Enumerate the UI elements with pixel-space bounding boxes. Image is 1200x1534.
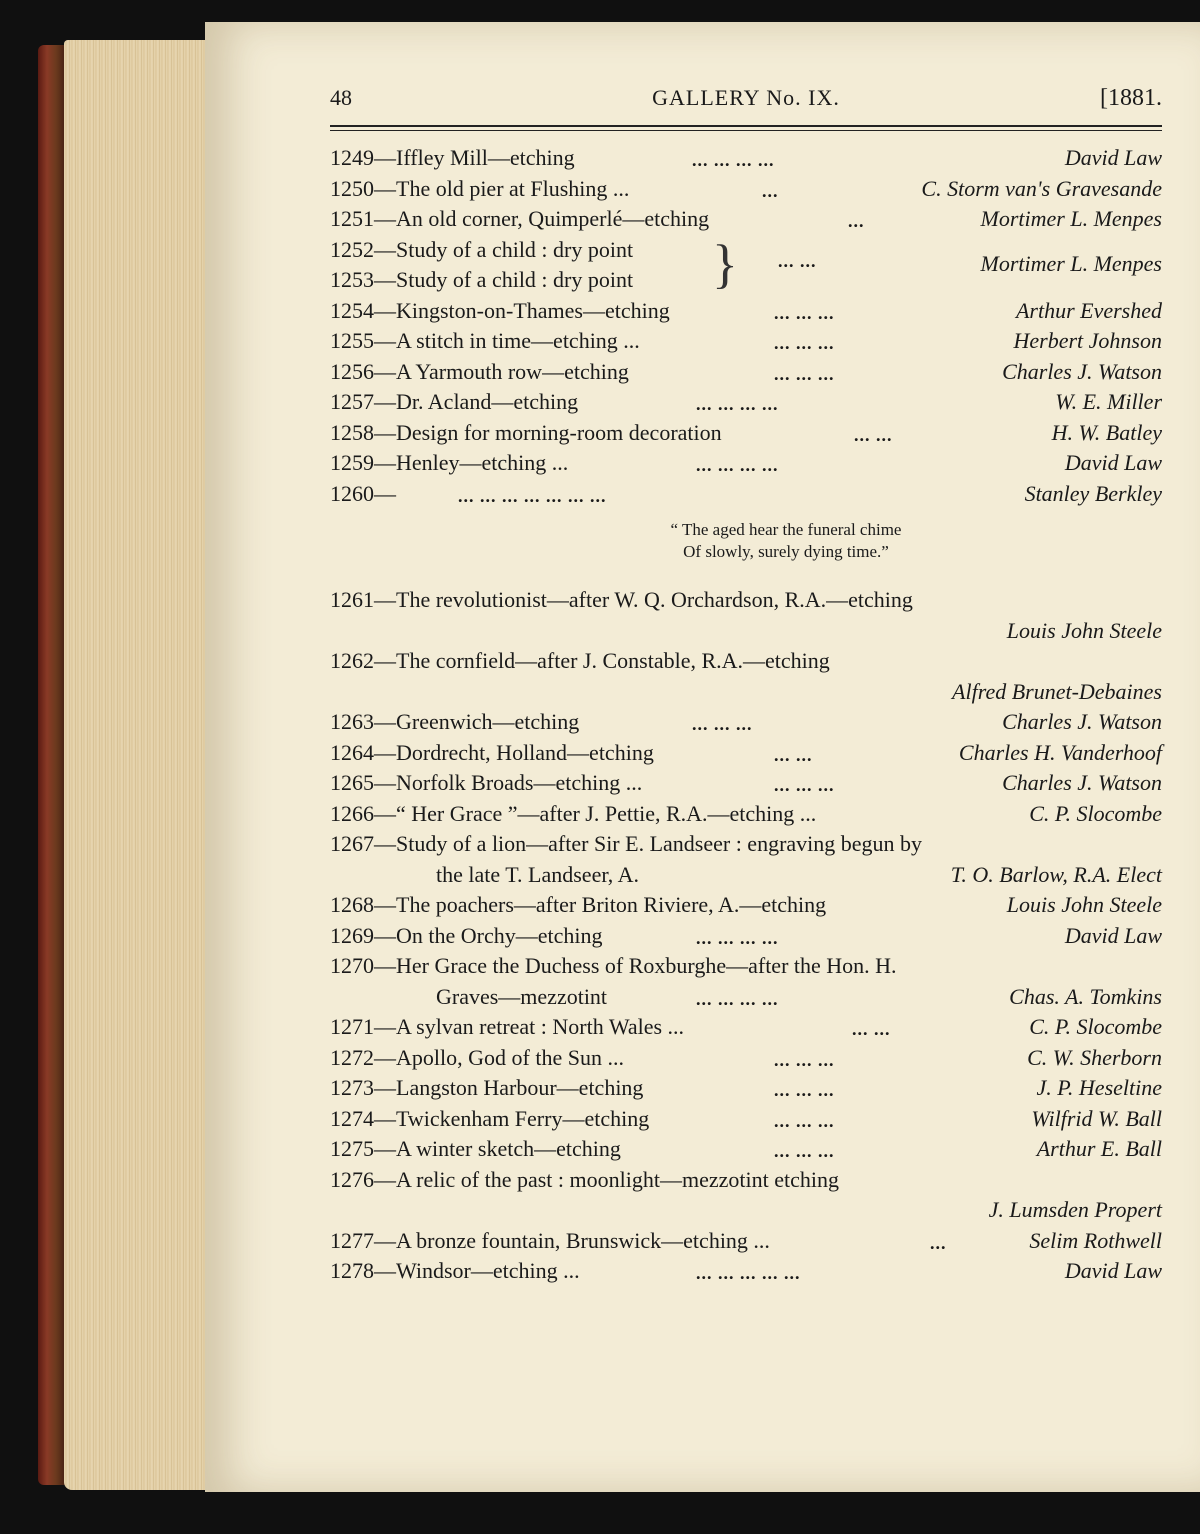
catalogue-entry: 1255—A stitch in time—etching ... ... ... ... Herbert Johnson — [330, 328, 1162, 353]
catalogue-entry: 1260— ... ... ... ... ... ... ... Stanley Berkley — [330, 480, 1162, 506]
brace-glyph: } — [712, 233, 738, 294]
catalogue-entry: 1263—Greenwich—etching ... ... ... Charles J. Watson — [330, 709, 1162, 734]
catalogue-entry: 1264—Dordrecht, Holland—etching ... ... Charles H. Vanderhoof — [330, 739, 1162, 765]
catalogue-entry: 1272—Apollo, God of the Sun ... ... ... ... C. W. Sherborn — [330, 1044, 1162, 1070]
catalogue-entry: 1261—The revolutionist—after W. Q. Orchardson, R.A.—etching — [330, 587, 913, 612]
catalogue-entry: 1278—Windsor—etching ... ... ... ... ... ... David Law — [330, 1258, 1162, 1283]
catalogue-entry: 1256—A Yarmouth row—etching ... ... ... Charles J. Watson — [330, 358, 1162, 384]
catalogue-entry: 1274—Twickenham Ferry—etching ... ... ... Wilfrid W. Ball — [330, 1105, 1162, 1131]
year: [1881. — [1100, 85, 1162, 111]
catalogue-entry: 1275—A winter sketch—etching ... ... ... Arthur E. Ball — [330, 1136, 1162, 1161]
page-stack — [64, 40, 214, 1490]
catalogue-entry: 1265—Norfolk Broads—etching ... ... ... ... Charles J. Watson — [330, 770, 1162, 795]
catalogue-entry: 1257—Dr. Acland—etching ... ... ... ... W. E. Miller — [330, 389, 1162, 414]
catalogue-entry: 1271—A sylvan retreat : North Wales ... ... ... C. P. Slocombe — [330, 1014, 1162, 1039]
catalogue-entry: 1267—Study of a lion—after Sir E. Landseer : engraving begun by — [330, 831, 923, 856]
catalogue-entry: 1252—Study of a child : dry point — [330, 236, 634, 262]
page-header — [330, 85, 1162, 121]
page-number: 48 — [330, 85, 352, 110]
catalogue-entry: 1270—Her Grace the Duchess of Roxburghe—after the Hon. H. — [330, 953, 897, 978]
catalogue-entry: 1276—A relic of the past : moonlight—mezzotint etching — [330, 1166, 839, 1192]
entry-pair-1252-1253: 1252—Study of a child : dry point 1253—Study of a child : dry point } ... ... Mortimer L. Menpes — [330, 233, 1162, 294]
catalogue-entry: 1277—A bronze fountain, Brunswick—etching ... ... Selim Rothwell — [330, 1227, 1162, 1253]
catalogue-entry: 1258—Design for morning-room decoration ... ... H. W. Batley — [330, 419, 1162, 445]
catalogue-entry: 1268—The poachers—after Briton Riviere, A.—etching Louis John Steele — [330, 892, 1162, 917]
catalogue-content: 48 GALLERY No. IX. [1881. 1249—Iffley Mill—etching ... ... ... ... David Law 1250—The old pier at Flushing ... ... C. Storm van's Gravesande 1251—An old corner, Quimperlé—etching ... Mortimer L. Menpes 1252—Study of a child : dry point 1253—Study of a child : dry point } ... ... Mortimer L. Menpes 1254—Kingston-on-Thames—etching ... ... ... Arthur Evershed 1255—A stitch in time—etching ... ... ... ... Herbert Johnson 1256—A Yarmouth row—etching ... ... ... Charles J. Watson 1257—Dr. Acland—etching ... ... ... ... W. E. Miller 1258—Design for morning-room decoration ... ... H. W. Batley 1259—Henley—etching ... ... ... ... ... David Law 1260— ... ... ... ... ... ... ... Stanley Berkley “ The aged hear the funeral chime Of slowly, surely dying time.” 1261—The revolutionist—after W. Q. Orchardson, R.A.—etching Louis John Steele 1262—The cornfield—after J. Constable, R.A.—etching Alfred Brunet-Debaines 1263—Greenwich—etching ... ... ... Charles J. Watson 1264—Dordrecht, Holland—etching ... ... Charles H. Vanderhoof 1265—Norfolk Broads—etching ... ... ... ... Charles J. Watson 1266—“ Her Grace ”—after J. Pettie, R.A.—etching ... C. P. Slocombe 1267—Study of a lion—after Sir E. Landseer : engraving begun by the late T. Landseer, A. T. O. Barlow, R.A. Elect 1268—The poachers—after Briton Riviere, A.—etching Louis John Steele 1269—On the Orchy—etching ... ... ... ... David Law 1270—Her Grace the Duchess of Roxburghe—after the Hon. H. Graves—mezzotint ... ... ... ... Chas. A. Tomkins 1271—A sylvan retreat : North Wales ... ... ... C. P. Slocombe 1272—Apollo, God of the Sun ... ... ... ... C. W. Sherborn 1273—Langston Harbour—etching ... ... ... J. P. Heseltine 1274—Twickenham Ferry—etching ... ... ... Wilfrid W. Ball 1275—A winter sketch—etching ... ... ... Arthur E. Ball 1276—A relic of the past : moonlight—mezzotint etching J. Lumsden Propert 1277—A bronze fountain, Brunswick—etching ... ... Selim Rothwell 1278—Windsor—etching ... ... ... ... ... ... David Law — [330, 85, 1162, 1287]
catalogue-entry: 1259—Henley—etching ... ... ... ... ... David Law — [330, 450, 1162, 475]
catalogue-entry: 1253—Study of a child : dry point — [330, 267, 634, 292]
catalogue-entry: 1262—The cornfield—after J. Constable, R.A.—etching — [330, 648, 830, 673]
catalogue-entry: 1249—Iffley Mill—etching ... ... ... ... David Law — [330, 145, 1162, 170]
catalogue-entry: 1266—“ Her Grace ”—after J. Pettie, R.A.—etching ... C. P. Slocombe — [330, 800, 1162, 826]
quotation: “ The aged hear the funeral chime Of slowly, surely dying time.” — [670, 520, 902, 561]
catalogue-entry: 1269—On the Orchy—etching ... ... ... ... David Law — [330, 922, 1162, 948]
gallery-title: GALLERY No. IX. — [652, 85, 840, 110]
catalogue-entry: 1250—The old pier at Flushing ... ... C. Storm van's Gravesande — [330, 175, 1162, 201]
catalogue-entry: 1251—An old corner, Quimperlé—etching ... Mortimer L. Menpes — [330, 206, 1162, 231]
catalogue-entry: 1273—Langston Harbour—etching ... ... ... J. P. Heseltine — [330, 1075, 1162, 1100]
catalogue-entry: 1254—Kingston-on-Thames—etching ... ... ... Arthur Evershed — [330, 297, 1162, 323]
